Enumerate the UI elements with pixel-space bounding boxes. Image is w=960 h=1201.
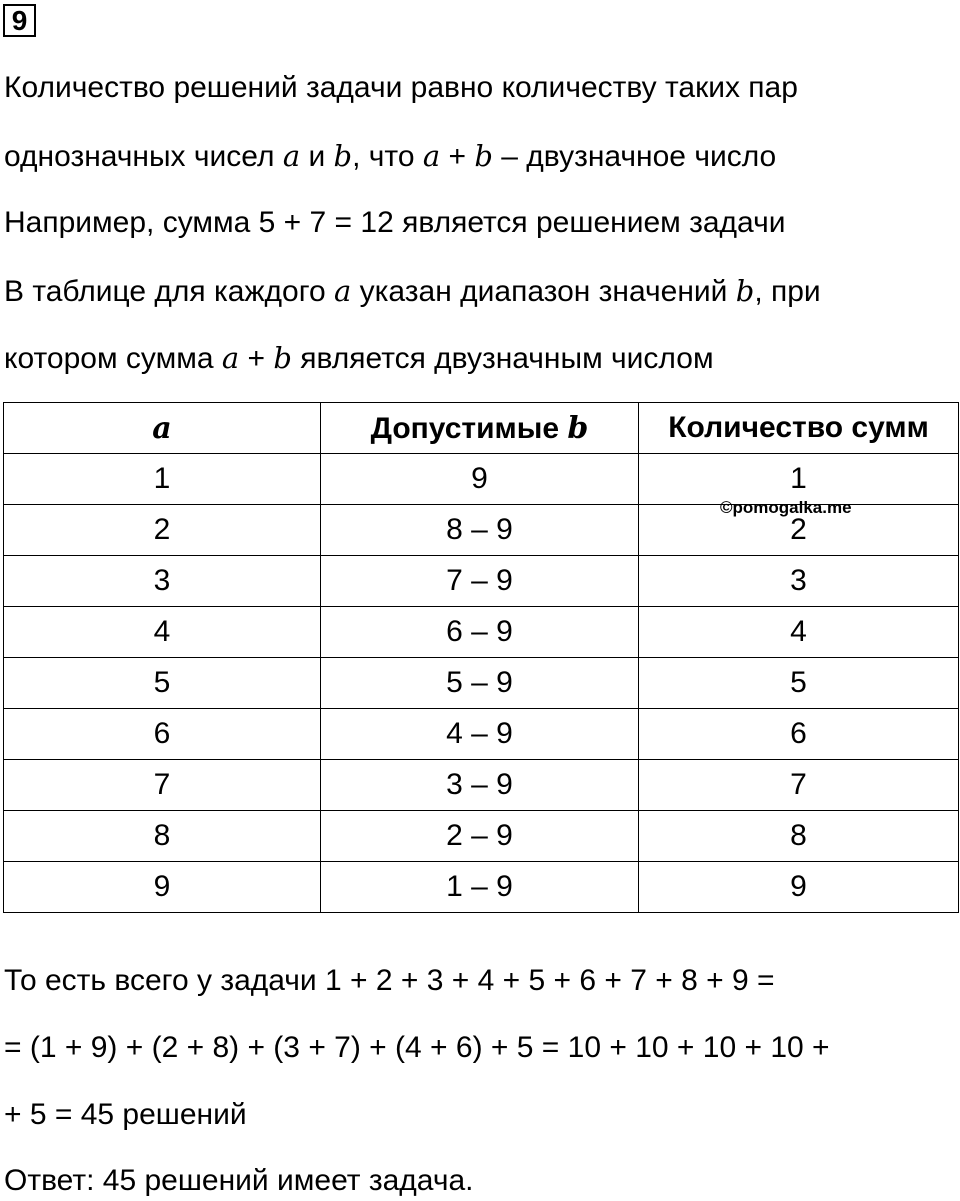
- intro-line-4-text-2: указан диапазон значений: [351, 275, 736, 308]
- cell-b-range: 7 – 9: [321, 556, 639, 607]
- cell-count: 4: [639, 607, 959, 658]
- table-row: [4, 607, 959, 658]
- table-row: [4, 811, 959, 862]
- table-header-row: [4, 403, 959, 454]
- table-row: [4, 709, 959, 760]
- cell-a: 1: [4, 454, 321, 505]
- task-number-badge: 9: [3, 4, 36, 37]
- header-b-var: b: [567, 410, 589, 446]
- intro-line-4: [4, 273, 821, 310]
- cell-a: 9: [4, 862, 321, 913]
- cell-count: 2: [639, 505, 959, 556]
- variable-a: a: [282, 139, 301, 173]
- header-a-var: a: [152, 410, 172, 446]
- cell-a: 2: [4, 505, 321, 556]
- table-row: [4, 556, 959, 607]
- cell-b-range: 9: [321, 454, 639, 505]
- expr-variable-b: b: [474, 139, 493, 173]
- cell-b-range: 2 – 9: [321, 811, 639, 862]
- intro-line-2-text-2: и: [300, 140, 334, 173]
- variable-b: b: [273, 341, 292, 375]
- expr-plus: +: [440, 140, 475, 173]
- cell-a: 6: [4, 709, 321, 760]
- header-a: [4, 403, 321, 454]
- cell-b-range: 4 – 9: [321, 709, 639, 760]
- conclusion-line-2: = (1 + 9) + (2 + 8) + (3 + 7) + (4 + 6) + 5 = 10 + 10 + 10 + 10 +: [4, 1031, 830, 1064]
- header-count: Количество сумм: [639, 403, 959, 454]
- cell-a: 3: [4, 556, 321, 607]
- table-row: [4, 658, 959, 709]
- site-watermark: ©pomogalka.me: [720, 498, 852, 517]
- intro-line-4-text-1: В таблице для каждого: [4, 275, 335, 308]
- expr-variable-a: a: [422, 139, 441, 173]
- intro-line-2: [4, 138, 776, 175]
- variable-b: b: [735, 274, 755, 308]
- intro-line-5-text-2: является двузначным числом: [291, 342, 714, 375]
- intro-line-3: Например, сумма 5 + 7 = 12 является решением задачи: [4, 206, 786, 239]
- cell-count: 6: [639, 709, 959, 760]
- intro-line-2-text-4: – двузначное число: [492, 140, 777, 173]
- intro-line-1: Количество решений задачи равно количеству таких пар: [4, 71, 798, 104]
- cell-a: 8: [4, 811, 321, 862]
- variable-a: a: [334, 274, 352, 308]
- cell-count: 1: [639, 454, 959, 505]
- table-row: [4, 760, 959, 811]
- intro-line-5: [4, 340, 714, 377]
- variable-b: b: [333, 139, 353, 173]
- conclusion-line-1: То есть всего у задачи 1 + 2 + 3 + 4 + 5 + 6 + 7 + 8 + 9 =: [4, 964, 775, 997]
- variable-a: a: [221, 341, 240, 375]
- intro-line-5-text-1: котором сумма: [4, 342, 222, 375]
- table-row: [4, 862, 959, 913]
- cell-a: 5: [4, 658, 321, 709]
- intro-line-5-plus: +: [239, 342, 274, 375]
- intro-line-2-text-3: , что: [352, 140, 423, 173]
- cell-count: 9: [639, 862, 959, 913]
- cell-a: 7: [4, 760, 321, 811]
- header-allowed-b: [321, 403, 639, 454]
- cell-b-range: 6 – 9: [321, 607, 639, 658]
- intro-line-4-text-3: , при: [754, 275, 821, 308]
- cell-b-range: 3 – 9: [321, 760, 639, 811]
- answer-line: Ответ: 45 решений имеет задача.: [4, 1164, 474, 1197]
- cell-count: 3: [639, 556, 959, 607]
- cell-count: 8: [639, 811, 959, 862]
- table-row: [4, 454, 959, 505]
- conclusion-line-3: + 5 = 45 решений: [4, 1098, 247, 1131]
- header-allowed-b-text: Допустимые: [370, 411, 568, 445]
- cell-b-range: 8 – 9: [321, 505, 639, 556]
- sums-table: [3, 402, 959, 913]
- cell-count: 7: [639, 760, 959, 811]
- intro-line-2-text-1: однозначных чисел: [4, 140, 283, 173]
- cell-a: 4: [4, 607, 321, 658]
- cell-count: 5: [639, 658, 959, 709]
- cell-b-range: 5 – 9: [321, 658, 639, 709]
- cell-b-range: 1 – 9: [321, 862, 639, 913]
